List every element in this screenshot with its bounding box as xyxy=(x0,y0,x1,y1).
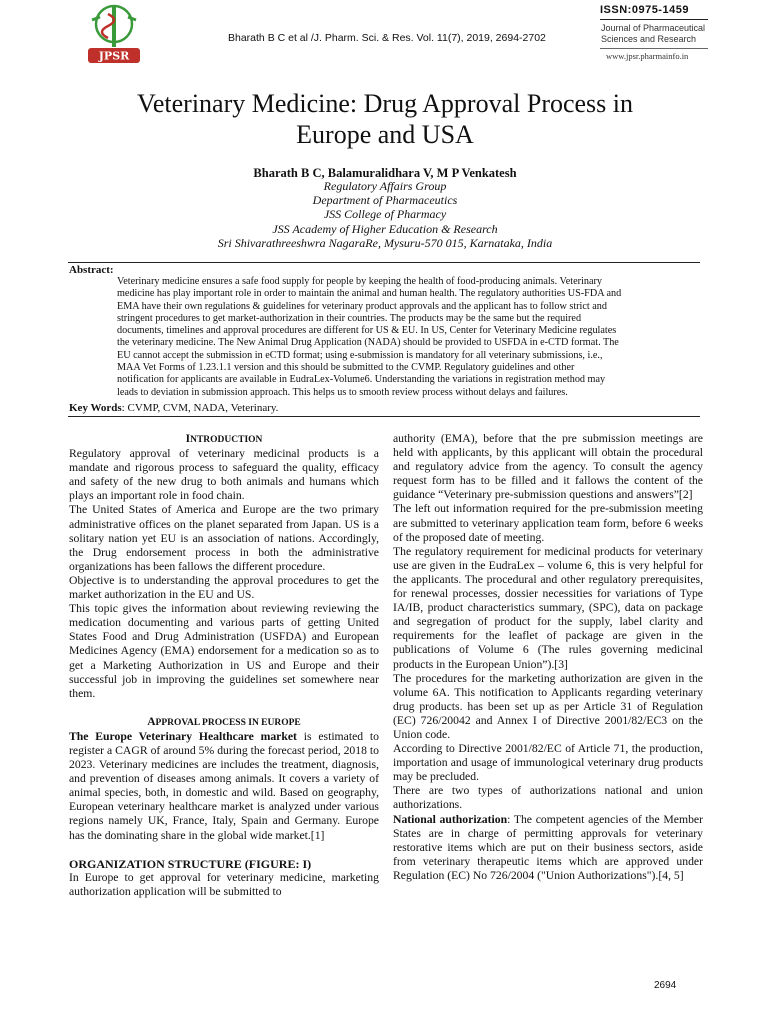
subheading-organization-structure: ORGANIZATION STRUCTURE (FIGURE: I) xyxy=(69,856,312,871)
logo-text: JPSR xyxy=(98,49,130,63)
heading-rest: NTRODUCTION xyxy=(190,435,263,445)
section-heading-approval-europe xyxy=(69,715,379,730)
abstract-line: Veterinary medicine ensures a safe food supply for people by keeping the health of food-producing animals. Veterinary xyxy=(117,276,602,287)
abstract-line: the veterinary medicine. The New Animal Drug Application (NADA) should be provided to USFDA in e-CTD format. The xyxy=(117,337,619,349)
heading-initial: I xyxy=(185,433,191,445)
paragraph: According to Directive 2001/82/EC of Article 71, the production, importation and usage of immunological veterinary drug products may be precluded. xyxy=(393,742,703,784)
page-number: 2694 xyxy=(654,980,677,991)
journal-name-line1: Journal of Pharmaceutical xyxy=(601,23,706,33)
abstract-line: EU cannot accept the submission in eCTD format; using e-submission is mandatory for all veterinary submissions, i.e., xyxy=(117,349,603,361)
abstract-line: leads to deviation in submission approach. This helps us to smooth review process without delays and failures. xyxy=(117,386,568,398)
affiliation-line: Regulatory Affairs Group xyxy=(323,179,447,193)
paragraph: The procedures for the marketing authorization are given in the volume 6A. This notification to Applicants regarding veterinary drug products. has been set up as per Article 31 of Regulation (EC) 726/20042 and Annex I of Directive 2001/82/EC3 on the Union code. xyxy=(393,671,703,741)
journal-logo xyxy=(78,2,150,66)
paragraph: In Europe to get approval for veterinary medicine, marketing authorization application will be submitted to xyxy=(69,870,379,898)
right-column xyxy=(393,432,703,883)
title-line-1: Veterinary Medicine: Drug Approval Process in xyxy=(136,89,634,118)
abstract-line: notification for applicants are available in EudraLex-Volume6. Understanding the variations in registration method may xyxy=(117,374,606,386)
paragraph xyxy=(393,813,703,883)
abstract-line: medicine has play important role in order to maintain the animal and human health. The regulatory authorities US-FDA and xyxy=(117,288,622,300)
issn-divider xyxy=(600,19,708,20)
paragraph: authority (EMA), before that the pre submission meetings are held with applicants, by this applicant will obtain the procedural and regulatory advice from the agency. To consult the agency request form has to be filled and it fallows the content of the guidance “Veterinary pre-submission questions and answers”[2] xyxy=(393,432,703,502)
journal-name xyxy=(601,23,721,45)
journal-divider xyxy=(600,48,708,49)
bold-lead: The Europe Veterinary Healthcare market xyxy=(69,729,297,743)
title-line-2: Europe and USA xyxy=(296,120,474,149)
abstract-line: documents, timelines and approval procedures are different for US & EU. In US, Center for Veterinary Medicine regulates xyxy=(117,325,617,337)
keywords xyxy=(69,402,278,414)
spacer xyxy=(69,843,379,857)
left-column xyxy=(69,432,379,899)
journal-url: www.jpsr.pharmainfo.in xyxy=(606,51,689,61)
heading-rest: PPROVAL PROCESS IN EUROPE xyxy=(155,717,301,728)
heading-initial: A xyxy=(147,715,156,728)
author-list: Bharath B C, Balamuralidhara V, M P Venkatesh xyxy=(253,166,517,180)
paragraph xyxy=(69,730,379,843)
affiliation-line: JSS Academy of Higher Education & Research xyxy=(272,221,498,236)
citation-header: Bharath B C et al /J. Pharm. Sci. & Res. Vol. 11(7), 2019, 2694-2702 xyxy=(228,32,546,44)
paragraph-text: is estimated to register a CAGR of around 5% during the forecast period, 2018 to 2023. Veterinary medicines are includes the treatment, diagnosis, and prevention of diseases among animals. It covers a variety of animal species, both, in domestic and wild. Based on geography, European veterinary healthcare market is analyzed under various regions namely UK, France, Italy, Spain and Germany. Europe has the dominating share in the global wide market.[1] xyxy=(69,729,379,842)
abstract-bottom-rule xyxy=(68,416,700,417)
abstract-top-rule xyxy=(68,262,700,263)
section-heading-introduction xyxy=(69,432,379,447)
abstract-label: Abstract: xyxy=(69,264,114,276)
logo-staff xyxy=(112,7,116,47)
journal-name-line2: Sciences and Research xyxy=(601,34,697,44)
issn-number: ISSN:0975-1459 xyxy=(600,4,689,16)
paragraph: The regulatory requirement for medicinal products for veterinary use are given in the EudraLex – volume 6, this is very helpful for the applicants. The procedural and other regulatory prerequisites, for renewal processes, dossier necessities for variations of Type IA/IB, product characteristics summary, (SPC), data on package and segregation of product for the supply, label clarity and requirements for the leaflet of package are given in the publications of Volume 6 (The rules governing medicinal products in the European Union”).[3] xyxy=(393,544,703,671)
spacer xyxy=(69,701,379,715)
paragraph-text: : The competent agencies of the Member States are in charge of permitting approvals for veterinary restorative items which are put on their business sectors, aside from veterinary therapeutic items which are approved under Regulation (EC) No 726/2004 ("Union Authorizations").[4, 5] xyxy=(393,812,703,882)
paragraph: There are two types of authorizations national and union authorizations. xyxy=(393,784,703,812)
abstract-line: EMA have their own regulations & guidelines for veterinary product approvals and the applicant has to follow strict and xyxy=(117,300,607,312)
affiliation-line: Department of Pharmaceutics xyxy=(312,193,458,208)
affiliation xyxy=(60,179,710,250)
paragraph: Regulatory approval of veterinary medicinal products is a mandate and rigorous process to safeguard the quality, efficacy and safety of the new drug to both animals and humans which plays an important role in food chain. xyxy=(69,447,379,503)
article-title xyxy=(60,88,710,150)
affiliation-line: JSS College of Pharmacy xyxy=(323,207,447,222)
paragraph: Objective is to understanding the approval procedures to get the market authorization in the EU and US. xyxy=(69,573,379,602)
affiliation-line: Sri Shivarathreeshwra NagaraRe, Mysuru-570 015, Karnataka, India xyxy=(217,235,553,250)
paragraph: The United States of America and Europe are the two primary administrative offices on the planet separated from Japan. US is a solitary nation yet EU is an association of nations. Accordingly, the Drug endorsement process in both the administrative organizations has been fallows the different procedure. xyxy=(69,503,379,573)
abstract-line: MAA Vet Forms of 1.23.1.1 version and this should be submitted to the CVMP. Regulatory guidelines and other xyxy=(117,362,575,374)
bold-lead: National authorization xyxy=(393,812,508,826)
paragraph: The left out information required for the pre-submission meeting are submitted to veterinary application team form, before 6 weeks of the proposed date of meeting. xyxy=(393,502,703,544)
abstract-text xyxy=(117,276,702,399)
paragraph: This topic gives the information about reviewing reviewing the medication documenting and various parts of getting United States Food and Drug Administration (USFDA) and European Medicines Agency (EMA) endorsement for a medication so as to get a Marketing Authorization in US and Europe and their successful job in improving the guidelines set somewhere near them. xyxy=(69,602,379,700)
keywords-values: : CVMP, CVM, NADA, Veterinary. xyxy=(121,402,279,414)
abstract-line: stringent procedures to get market-authorization in their countries. The products may be the same but the required xyxy=(117,312,582,324)
keywords-label: Key Words xyxy=(69,402,122,414)
